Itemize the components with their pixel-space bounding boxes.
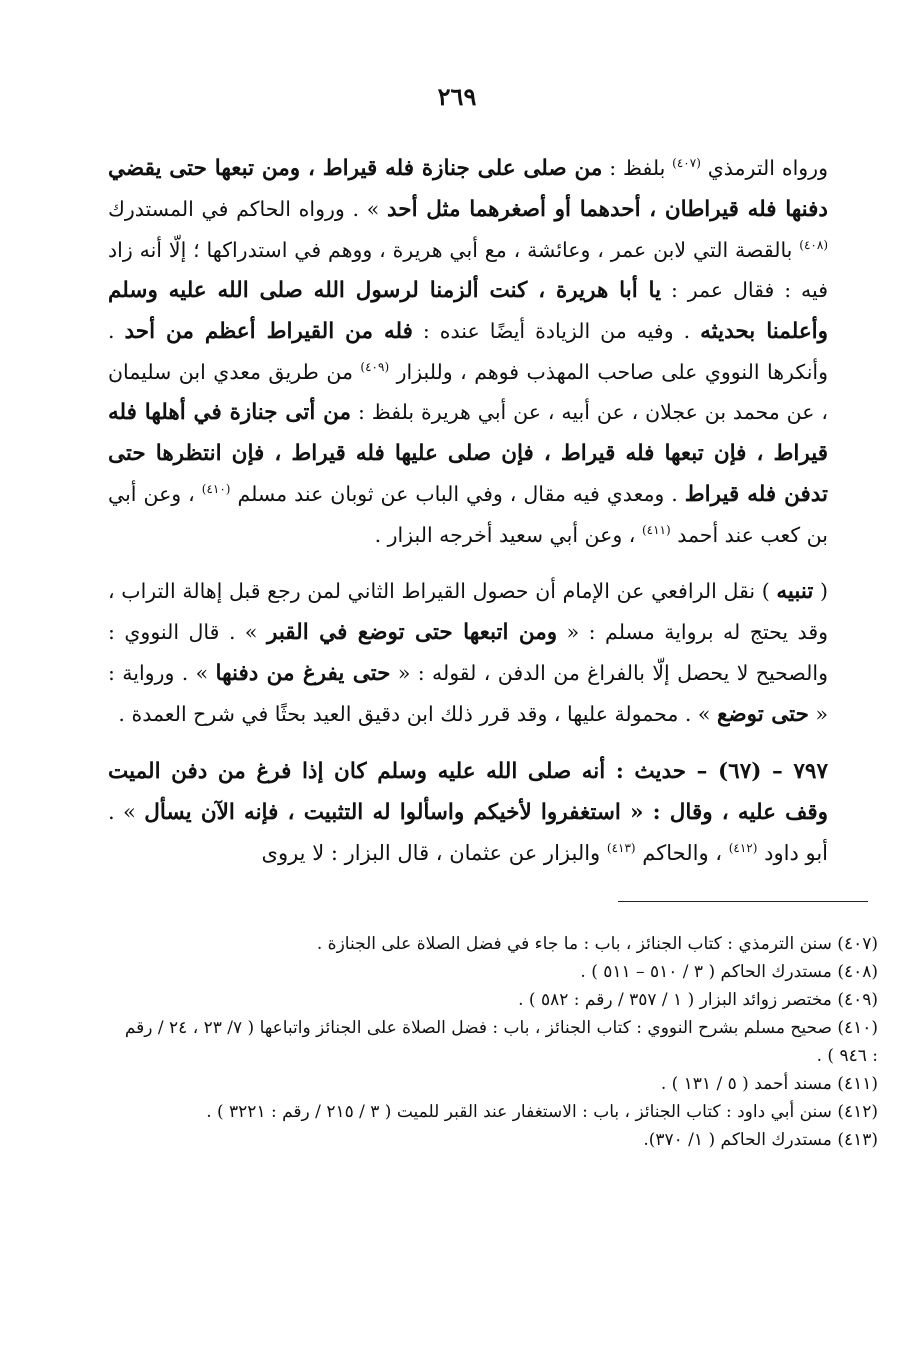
text-segment: ورواه الترمذي — [700, 156, 828, 180]
footnote-reference: (٤١١) — [641, 523, 671, 538]
text-segment: ، والحاكم — [635, 841, 729, 865]
footnotes — [118, 930, 878, 1154]
footnote-reference: (٤٠٧) — [672, 156, 701, 171]
bold-text: من أتى جنازة في أهلها فله قيراط ، فإن تبعها فله قيراط ، فإن صلى عليها فله قيراط ، فإن انتظرها حتى تدفن فله قيراط — [108, 400, 828, 507]
footnote-item: (٤١٠) صحيح مسلم بشرح النووي : كتاب الجنائز ، باب : فضل الصلاة على الجنائز واتباعها ( ٧/ ٢٣ ، ٢٤ / رقم : ٩٤٦ ) . — [124, 1018, 878, 1066]
text-segment: ، وعن أبي بن كعب عند أحمد — [108, 482, 828, 547]
bold-text: فله من القيراط أعظم من أحد — [124, 319, 413, 344]
footnote-item: (٤٠٧) سنن الترمذي : كتاب الجنائز ، باب : ما جاء في فضل الصلاة على الجنازة . — [316, 934, 878, 954]
text-segment: » . أبو داود — [108, 800, 828, 865]
text-segment: » . ورواية : « — [108, 661, 828, 726]
footnote-divider — [618, 901, 868, 902]
footnote-reference: (٤١٠) — [201, 482, 231, 497]
text-segment: من طريق معدي ابن سليمان ، عن محمد بن عجلان ، عن أبيه ، عن أبي هريرة بلفظ : — [108, 360, 828, 424]
bold-text: ومن اتبعها حتى توضع في القبر — [266, 620, 558, 645]
text-segment: » . ورواه الحاكم في المستدرك — [108, 197, 387, 221]
footnote-item: (٤١١) مسند أحمد ( ٥ / ١٣١ ) . — [660, 1074, 878, 1094]
text-segment: . وفيه من الزيادة أيضًا عنده : — [412, 319, 701, 343]
bold-text: ٧٩٧ – (٦٧) – حديث : أنه صلى الله عليه وسلم كان إذا فرغ من دفن الميت وقف عليه ، وقال : « استغفروا لأخيكم واسألوا له التثبيت ، فإنه الآن يسأل — [108, 759, 829, 825]
text-segment: ، وعن أبي سعيد أخرجه البزار . — [374, 523, 642, 547]
footnote-item: (٤٠٩) مختصر زوائد البزار ( ١ / ٣٥٧ / رقم : ٥٨٢ ) . — [518, 990, 878, 1010]
bold-text: يا أبا هريرة ، كنت ألزمنا لرسول الله صلى الله عليه وسلم وأعلمنا بحديثه — [108, 278, 828, 344]
text-segment: » . محمولة عليها ، وقد قرر ذلك ابن دقيق العيد بحثًا في شرح العمدة . — [118, 702, 717, 726]
bold-text: من صلى على جنازة فله قيراط ، ومن تبعها حتى يقضي دفنها فله قيراطان ، أحدهما أو أصغرهما مثل أحد — [108, 156, 828, 222]
text-segment: » . قال النووي : والصحيح لا يحصل إلّا بالفراغ من الدفن ، لقوله : « — [108, 620, 829, 685]
bold-text: حتى يفرغ من دفنها — [215, 661, 391, 686]
footnote-item: (٤٠٨) مستدرك الحاكم ( ٣ / ٥١٠ – ٥١١ ) . — [580, 962, 878, 982]
text-segment: . ومعدي فيه مقال ، وفي الباب عن ثوبان عند مسلم — [230, 482, 685, 506]
text-segment: بلفظ : — [602, 156, 673, 180]
bold-text: حتى توضع — [716, 702, 809, 727]
text-segment: بالقصة التي لابن عمر ، وعائشة ، مع أبي هريرة ، ووهم في استدراكها ؛ إلّا أنه زاد فيه : فقال عمر : — [108, 238, 828, 302]
bold-text: تنبيه — [776, 579, 814, 604]
text-segment: ) نقل الرافعي عن الإمام أن حصول القيراط الثاني لمن رجع قبل إهالة التراب ، وقد يحتج له برواية مسلم : « — [108, 579, 829, 644]
text-segment: والبزار عن عثمان ، قال البزار : لا يروى — [261, 841, 607, 865]
footnote-item: (٤١٣) مستدرك الحاكم ( ١/ ٣٧٠). — [643, 1130, 878, 1150]
text-segment: ( — [813, 579, 828, 603]
footnote-reference: (٤١٢) — [728, 841, 758, 855]
main-text — [108, 148, 828, 873]
paragraph-hadith — [108, 751, 828, 873]
text-segment: . وأنكرها النووي على صاحب المهذب فوهم ، وللبزار — [108, 319, 828, 384]
paragraph-narration — [108, 148, 828, 555]
footnote-item: (٤١٢) سنن أبي داود : كتاب الجنائز ، باب : الاستغفار عند القبر للميت ( ٣ / ٢١٥ / رقم : ٣٢٢١ ) . — [206, 1102, 878, 1122]
footnote-reference: (٤١٣) — [606, 841, 636, 855]
page-number: ٢٦٩ — [437, 82, 477, 111]
footnote-reference: (٤٠٩) — [360, 360, 390, 375]
footnote-reference: (٤٠٨) — [799, 238, 828, 253]
paragraph-tanbih — [108, 571, 828, 735]
